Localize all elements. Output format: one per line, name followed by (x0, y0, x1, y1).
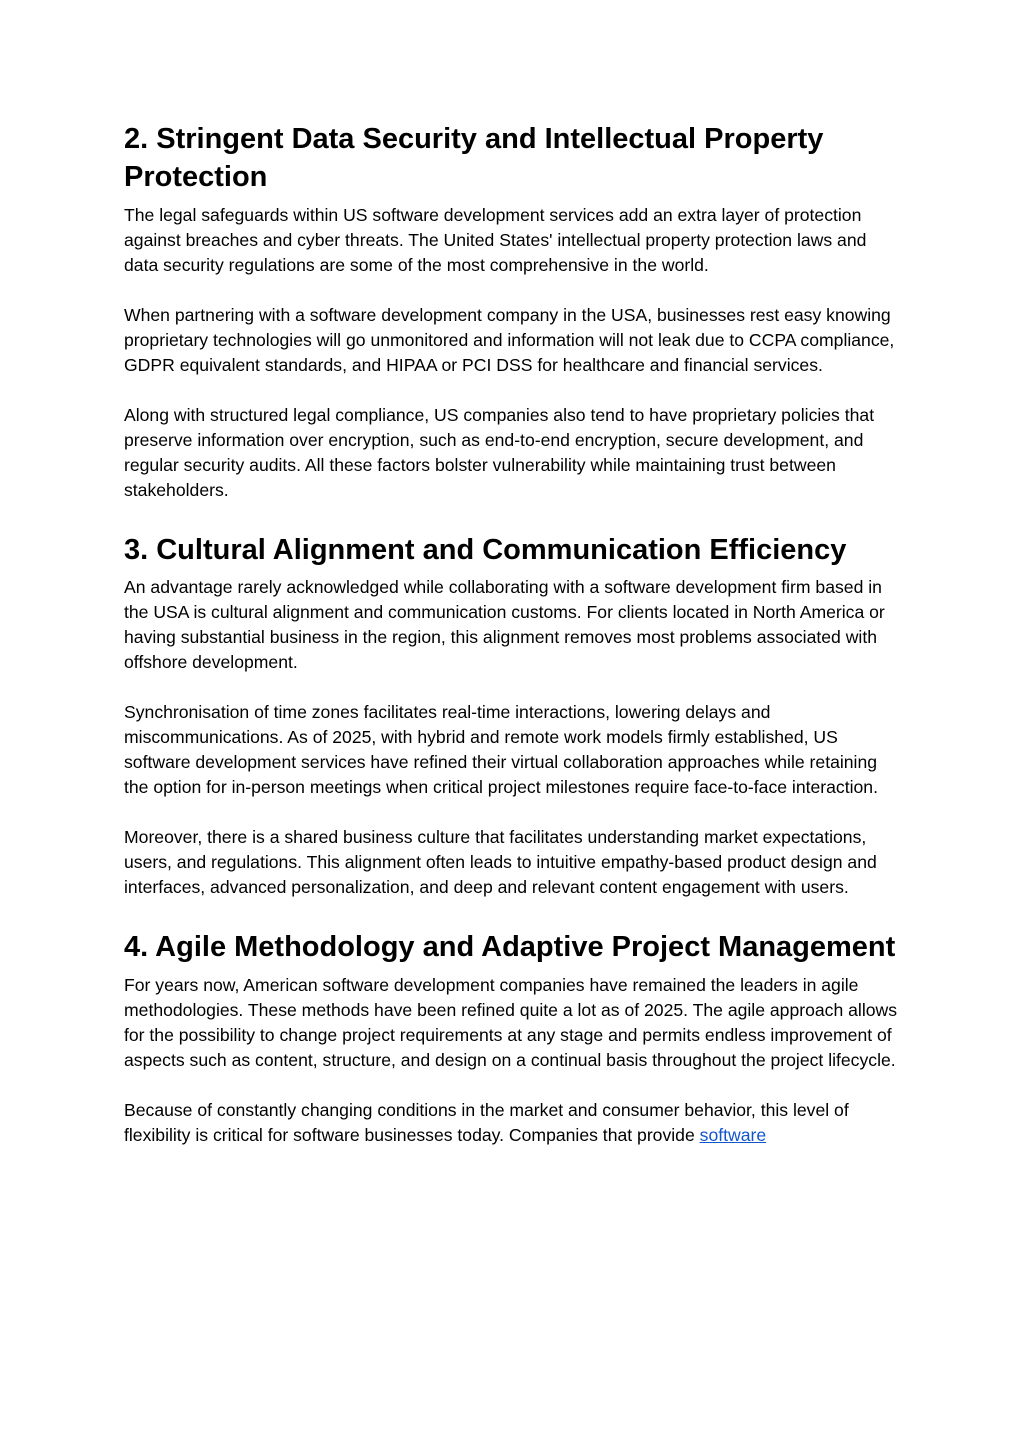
section-heading: 2. Stringent Data Security and Intellectual Property Protection (124, 123, 824, 193)
section-heading: 3. Cultural Alignment and Communication Efficiency (124, 534, 847, 566)
paragraph-with-link (124, 1098, 900, 1148)
paragraph: An advantage rarely acknowledged while collaborating with a software development firm based in the USA is cultural alignment and communication customs. For clients located in North America or having substantial business in the region, this alignment removes most problems associated with offshore development. (124, 577, 885, 672)
paragraph: Synchronisation of time zones facilitates real-time interactions, lowering delays and miscommunications. As of 2025, with hybrid and remote work models firmly established, US software development services have refined their virtual collaboration approaches while retaining the option for in-person meetings when critical project milestones require face-to-face interaction. (124, 702, 878, 797)
section-cultural-alignment (124, 531, 900, 900)
paragraph-text: Because of constantly changing conditions in the market and consumer behavior, this level of flexibility is critical for software businesses today. Companies that provide (124, 1100, 849, 1145)
section-agile-methodology (124, 928, 900, 1148)
document-page (124, 120, 900, 1148)
paragraph: The legal safeguards within US software development services add an extra layer of protection against breaches and cyber threats. The United States' intellectual property protection laws and data security regulations are some of the most comprehensive in the world. (124, 205, 867, 275)
paragraph: When partnering with a software development company in the USA, businesses rest easy knowing proprietary technologies will go unmonitored and information will not leak due to CCPA compliance, GDPR equivalent standards, and HIPAA or PCI DSS for healthcare and financial services. (124, 305, 895, 375)
section-data-security (124, 120, 900, 503)
paragraph: Moreover, there is a shared business culture that facilitates understanding market expectations, users, and regulations. This alignment often leads to intuitive empathy-based product design and interfaces, advanced personalization, and deep and relevant content engagement with users. (124, 827, 877, 897)
software-link[interactable]: software (699, 1125, 767, 1145)
paragraph: Along with structured legal compliance, US companies also tend to have proprietary policies that preserve information over encryption, such as end-to-end encryption, secure development, and regular security audits. All these factors bolster vulnerability while maintaining trust between stakeholders. (124, 405, 875, 500)
section-heading: 4. Agile Methodology and Adaptive Project Management (124, 931, 896, 963)
paragraph: For years now, American software development companies have remained the leaders in agile methodologies. These methods have been refined quite a lot as of 2025. The agile approach allows for the possibility to change project requirements at any stage and permits endless improvement of aspects such as content, structure, and design on a continual basis throughout the project lifecycle. (124, 975, 898, 1070)
